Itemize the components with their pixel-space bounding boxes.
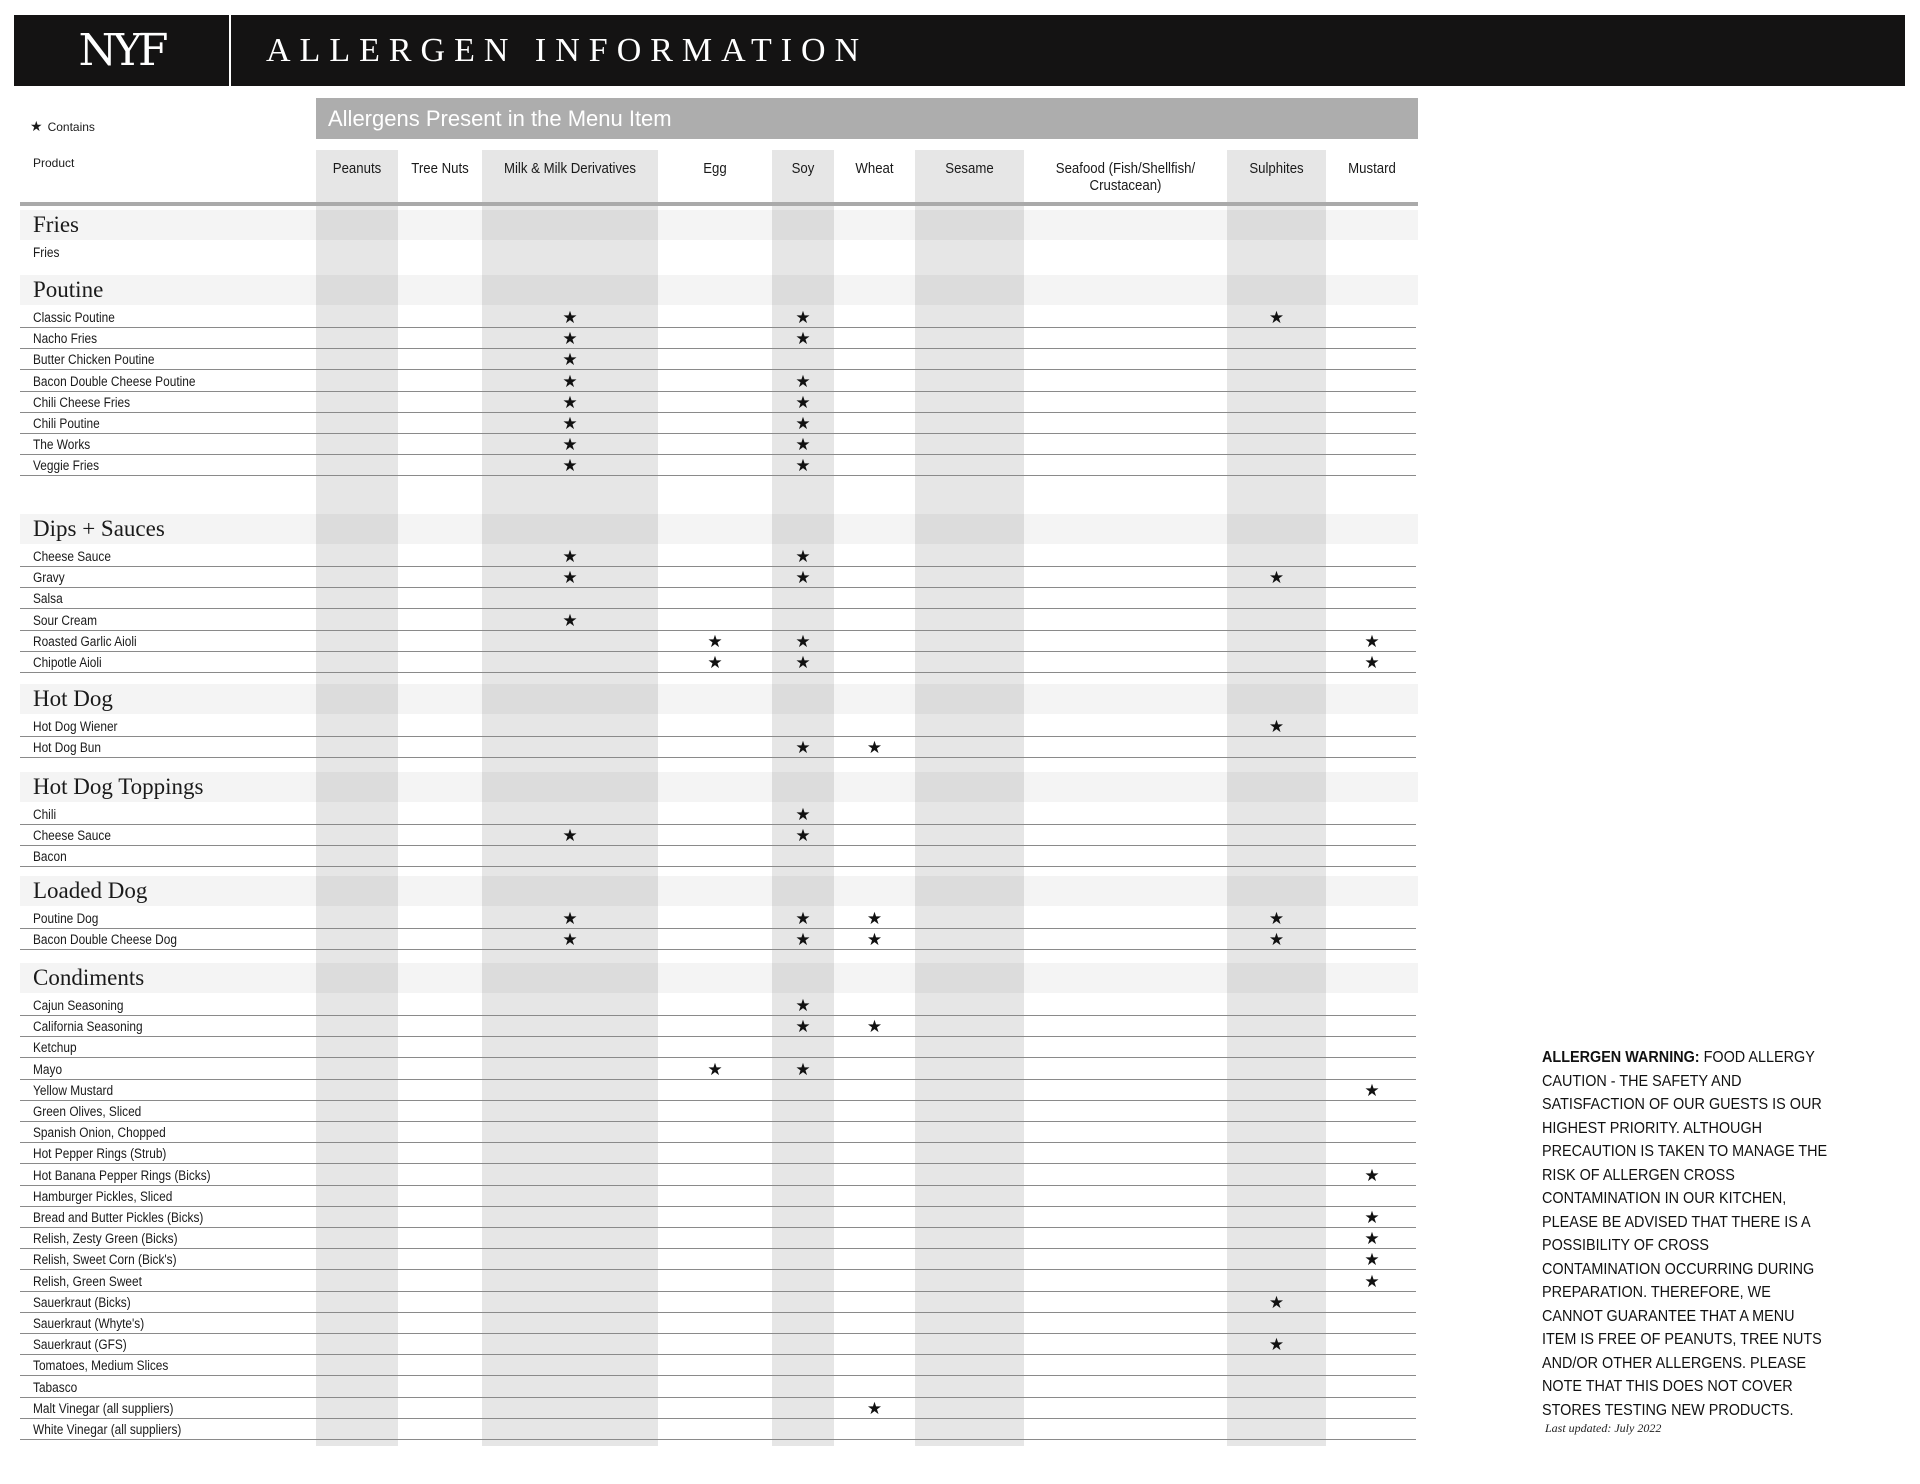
product-name: Chili Poutine [33,416,100,431]
product-name: Salsa [33,591,63,607]
last-updated: Last updated: July 2022 [1545,1421,1662,1435]
section-band [20,275,1418,305]
contains-star-icon: ★ [1268,568,1285,588]
contains-star-icon: ★ [795,738,811,758]
product-name: California Seasoning [33,1019,143,1035]
product-name: White Vinegar (all suppliers) [33,1422,182,1437]
contains-star-icon: ★ [795,568,811,588]
section-title: Condiments [33,965,145,990]
contains-star-icon: ★ [795,653,811,672]
section-title: Poutine [33,277,104,302]
contains-star-icon: ★ [795,996,811,1015]
row-divider [20,630,1416,631]
row-divider [20,369,1416,370]
star-icon: ★ [30,118,43,134]
product-name: Nacho Fries [33,331,98,347]
row-divider [20,1079,1416,1080]
contains-star-icon: ★ [562,568,578,588]
allergen-header: Sesame [945,160,994,177]
contains-star-icon: ★ [795,631,811,651]
product-name: Yellow Mustard [33,1082,114,1098]
product-name: Roasted Garlic Aioli [33,633,137,649]
allergen-header: Seafood (Fish/Shellfish/ Crustacean) [1055,160,1196,194]
row-divider [20,651,1416,652]
product-name: Hot Banana Pepper Rings (Bicks) [33,1167,211,1183]
allergen-header: Soy [791,160,815,177]
product-name: Relish, Sweet Corn (Bick's) [33,1252,177,1268]
row-divider [20,1142,1416,1143]
row-divider [20,1057,1416,1058]
product-name: Malt Vinegar (all suppliers) [33,1400,174,1416]
section-title: Hot Dog [33,686,113,711]
row-divider [20,1291,1416,1292]
contains-star-icon: ★ [795,930,811,950]
product-name: Tomatoes, Medium Slices [33,1358,169,1374]
contains-star-icon: ★ [562,909,578,928]
contains-star-icon: ★ [795,547,811,566]
contains-star-icon: ★ [795,805,811,824]
header-bar [14,15,1905,86]
legend [30,118,95,135]
contains-star-icon: ★ [562,456,578,476]
row-divider [20,824,1416,825]
row-divider [20,454,1416,455]
contains-star-icon: ★ [795,435,811,455]
row-divider [20,391,1416,392]
product-name: Bread and Butter Pickles (Bicks) [33,1210,204,1225]
product-name: Poutine Dog [33,911,99,926]
row-divider [20,348,1416,349]
contains-star-icon: ★ [795,1059,811,1079]
contains-star-icon: ★ [1268,717,1285,736]
contains-star-icon: ★ [866,1398,883,1418]
contains-star-icon: ★ [795,826,811,846]
contains-star-icon: ★ [795,392,811,412]
product-name: Sour Cream [33,612,98,628]
row-divider [20,475,1416,476]
product-name: Chili [33,807,57,822]
product-name: Bacon Double Cheese Poutine [33,373,196,389]
contains-star-icon: ★ [707,653,723,672]
allergen-header: Sulphites [1249,160,1304,177]
contains-star-icon: ★ [562,329,578,349]
warning-text: FOOD ALLERGY CAUTION - THE SAFETY AND SATISFACTION OF OUR GUESTS IS OUR HIGHEST PRIORITY. ALTHOUGH PRECAUTION IS TAKEN TO MANAGE THE RISK OF ALLERGEN CROSS CONTAMINATION IN OUR KITCHEN, PLEASE BE ADVISED THAT THERE IS A POSSIBILITY OF CROSS CONTAMINATION OCCURRING DURING PREPARATION. THEREFORE, WE CANNOT GUARANTEE THAT A MENU ITEM IS FREE OF PEANUTS, TREE NUTS AND/OR OTHER ALLERGENS. PLEASE NOTE THAT THIS DOES NOT COVER STORES TESTING NEW PRODUCTS. [1542,1049,1828,1419]
row-divider [20,1333,1416,1334]
row-divider [20,412,1416,413]
contains-star-icon: ★ [1268,1292,1285,1312]
section-band [20,876,1418,906]
contains-star-icon: ★ [562,392,578,412]
contains-star-icon: ★ [1364,1250,1380,1270]
row-divider [20,736,1416,737]
product-name: Hamburger Pickles, Sliced [33,1188,173,1204]
product-name: Gravy [33,570,65,586]
row-divider [20,1269,1416,1270]
section-band [20,963,1418,993]
section-title: Fries [33,212,79,237]
row-divider [20,757,1416,758]
header-rule [20,202,1418,206]
row-divider [20,587,1416,588]
product-name: Veggie Fries [33,458,100,474]
product-name: Sauerkraut (GFS) [33,1337,127,1353]
contains-star-icon: ★ [795,308,811,327]
contains-star-icon: ★ [795,371,811,391]
contains-star-icon: ★ [1364,1208,1380,1227]
contains-star-icon: ★ [562,826,578,846]
product-name: Green Olives, Sliced [33,1104,142,1119]
product-name: Tabasco [33,1379,78,1395]
section-title: Dips + Sauces [33,516,165,541]
contains-star-icon: ★ [866,909,883,928]
product-name: Hot Dog Wiener [33,719,118,734]
row-divider [20,866,1416,867]
product-name: Butter Chicken Poutine [33,352,155,368]
allergen-header: Tree Nuts [411,160,469,177]
row-divider [20,1015,1416,1016]
row-divider [20,566,1416,567]
header-divider [229,15,231,86]
row-divider [20,1354,1416,1355]
contains-star-icon: ★ [562,308,578,327]
section-band [20,210,1418,240]
allergen-header: Mustard [1348,160,1396,177]
contains-star-icon: ★ [562,371,578,391]
product-name: Ketchup [33,1040,77,1056]
row-divider [20,608,1416,609]
contains-star-icon: ★ [1268,1335,1285,1355]
row-divider [20,949,1416,950]
contains-star-icon: ★ [562,414,578,433]
contains-star-icon: ★ [1364,631,1380,651]
allergen-warning [1542,1046,1828,1422]
row-divider [20,1163,1416,1164]
row-divider [20,1418,1416,1419]
product-name: Relish, Green Sweet [33,1273,142,1289]
contains-star-icon: ★ [1268,909,1285,928]
product-name: Bacon [33,849,67,865]
allergen-header: Peanuts [332,160,382,177]
contains-star-icon: ★ [562,350,578,370]
contains-star-icon: ★ [795,329,811,349]
product-name: Chili Cheese Fries [33,394,131,410]
row-divider [20,1312,1416,1313]
row-divider [20,1227,1416,1228]
product-name: Sauerkraut (Bicks) [33,1294,131,1310]
contains-star-icon: ★ [1364,653,1380,672]
row-divider [20,1100,1416,1101]
contains-star-icon: ★ [795,909,811,928]
contains-star-icon: ★ [866,1017,883,1037]
allergen-header: Egg [703,160,727,177]
contains-star-icon: ★ [1364,1080,1380,1100]
product-name: Cheese Sauce [33,828,111,844]
contains-star-icon: ★ [866,738,883,758]
row-divider [20,1121,1416,1122]
row-divider [20,1206,1416,1207]
brand-logo: NYF [78,25,165,76]
warning-label: ALLERGEN WARNING: [1542,1049,1700,1066]
row-divider [20,433,1416,434]
row-divider [20,1375,1416,1376]
legend-label: Contains [47,119,95,134]
product-name: Sauerkraut (Whyte's) [33,1316,145,1331]
row-divider [20,1036,1416,1037]
section-band [20,514,1418,544]
section-title: Loaded Dog [33,878,148,903]
row-divider [20,672,1416,673]
product-name: Cajun Seasoning [33,998,124,1013]
contains-star-icon: ★ [795,456,811,476]
section-band [20,684,1418,714]
row-divider [20,327,1416,328]
row-divider [20,928,1416,929]
product-name: Bacon Double Cheese Dog [33,932,177,948]
row-divider [20,1439,1416,1440]
section-title: Hot Dog Toppings [33,774,204,799]
row-divider [20,1248,1416,1249]
row-divider [20,1397,1416,1398]
contains-star-icon: ★ [1364,1165,1380,1185]
section-band [20,772,1418,802]
contains-star-icon: ★ [1364,1229,1380,1249]
contains-star-icon: ★ [562,547,578,566]
row-divider [20,845,1416,846]
contains-star-icon: ★ [707,631,723,651]
contains-star-icon: ★ [562,610,578,630]
product-name: Spanish Onion, Chopped [33,1125,166,1141]
contains-star-icon: ★ [1268,308,1285,327]
contains-star-icon: ★ [1364,1271,1380,1291]
product-name: Mayo [33,1061,63,1077]
contains-star-icon: ★ [1268,930,1285,950]
product-name: Chipotle Aioli [33,655,102,670]
contains-star-icon: ★ [707,1059,723,1079]
product-name: Cheese Sauce [33,549,111,564]
contains-star-icon: ★ [795,414,811,433]
contains-star-icon: ★ [562,930,578,950]
product-name: Relish, Zesty Green (Bicks) [33,1231,178,1247]
product-name: The Works [33,437,91,453]
contains-star-icon: ★ [866,930,883,950]
page-title: ALLERGEN INFORMATION [266,32,869,69]
product-column-header: Product [33,156,75,170]
contains-star-icon: ★ [562,435,578,455]
product-name: Classic Poutine [33,310,115,325]
product-name: Hot Pepper Rings (Strub) [33,1146,167,1162]
allergen-header: Milk & Milk Derivatives [503,160,636,177]
contains-star-icon: ★ [795,1017,811,1037]
row-divider [20,1185,1416,1186]
allergens-banner: Allergens Present in the Menu Item [316,98,1418,139]
product-name: Hot Dog Bun [33,740,102,756]
allergen-header: Wheat [855,160,894,177]
product-name: Fries [33,245,60,260]
